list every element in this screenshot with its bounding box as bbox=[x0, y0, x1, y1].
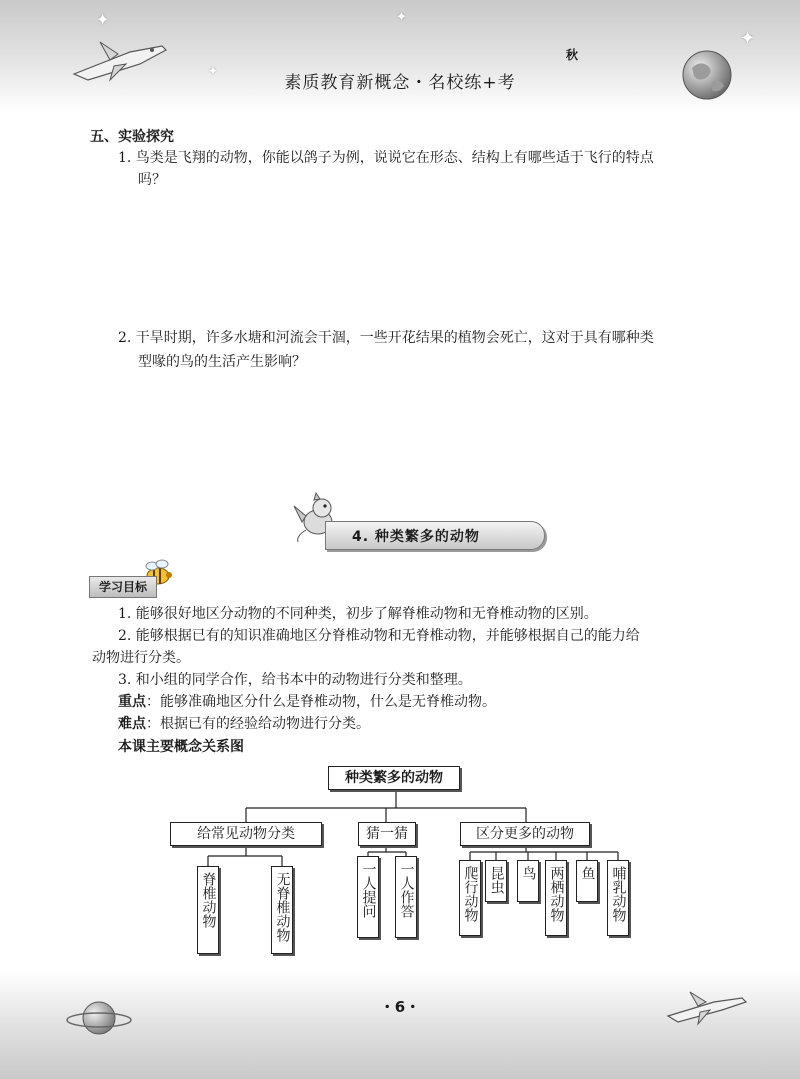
section-heading: 五、实验探究 bbox=[90, 129, 174, 145]
season-label: 秋 bbox=[566, 48, 579, 62]
concept-leaf-birds: 鸟 bbox=[517, 860, 539, 902]
concept-leaf-one-answers: 一人作答 bbox=[395, 856, 417, 938]
key-point-label: 重点 bbox=[118, 694, 146, 710]
header-title: 素质教育新概念・名校练+考 bbox=[284, 73, 516, 93]
concept-branch-classify: 给常见动物分类 bbox=[170, 822, 322, 846]
star-icon: ✦ bbox=[396, 10, 407, 25]
lesson-title: 4. 种类繁多的动物 bbox=[352, 529, 480, 545]
question-2-line-1: 2. 干旱时期，许多水塘和河流会干涸，一些开花结果的植物会死亡，这对于具有哪种类 bbox=[118, 330, 654, 346]
goal-1: 1. 能够很好地区分动物的不同种类，初步了解脊椎动物和无脊椎动物的区别。 bbox=[118, 606, 598, 622]
concept-leaf-one-asks: 一人提问 bbox=[357, 856, 379, 938]
concept-leaf-insects: 昆虫 bbox=[485, 860, 507, 902]
concept-branch-guess: 猜一猜 bbox=[358, 822, 416, 846]
star-icon: ✦ bbox=[96, 10, 110, 29]
concept-leaf-invertebrates: 无脊椎动物 bbox=[271, 866, 293, 954]
star-icon: ✦ bbox=[208, 64, 219, 78]
question-1-line-2: 吗？ bbox=[138, 172, 166, 188]
concept-branch-distinguish: 区分更多的动物 bbox=[460, 822, 590, 846]
learning-goals-label: 学习目标 bbox=[89, 576, 157, 598]
page-number: ・6・ bbox=[379, 998, 421, 1016]
goal-3: 3. 和小组的同学合作，给书本中的动物进行分类和整理。 bbox=[118, 672, 472, 688]
concept-leaf-amphibians: 两栖动物 bbox=[545, 860, 567, 936]
concept-map-title: 本课主要概念关系图 bbox=[118, 739, 244, 755]
concept-leaf-mammals: 哺乳动物 bbox=[607, 860, 629, 936]
goal-2-line-2: 动物进行分类。 bbox=[92, 650, 190, 666]
concept-leaf-reptiles: 爬行动物 bbox=[459, 860, 481, 936]
concept-leaf-vertebrates: 脊椎动物 bbox=[197, 866, 219, 954]
question-2-line-2: 型喙的鸟的生活产生影响？ bbox=[138, 354, 306, 370]
goal-2-line-1: 2. 能够根据已有的知识准确地区分脊椎动物和无脊椎动物，并能够根据自己的能力给 bbox=[118, 628, 640, 644]
difficulty-text: ：根据已有的经验给动物进行分类。 bbox=[146, 716, 370, 732]
concept-root: 种类繁多的动物 bbox=[328, 766, 460, 790]
question-1-line-1: 1. 鸟类是飞翔的动物，你能以鸽子为例，说说它在形态、结构上有哪些适于飞行的特点 bbox=[118, 150, 654, 166]
concept-leaf-fish: 鱼 bbox=[576, 860, 598, 902]
key-point-text: ：能够准确地区分什么是脊椎动物，什么是无脊椎动物。 bbox=[146, 694, 496, 710]
difficulty-label: 难点 bbox=[118, 716, 146, 732]
star-icon: ✦ bbox=[740, 28, 756, 49]
